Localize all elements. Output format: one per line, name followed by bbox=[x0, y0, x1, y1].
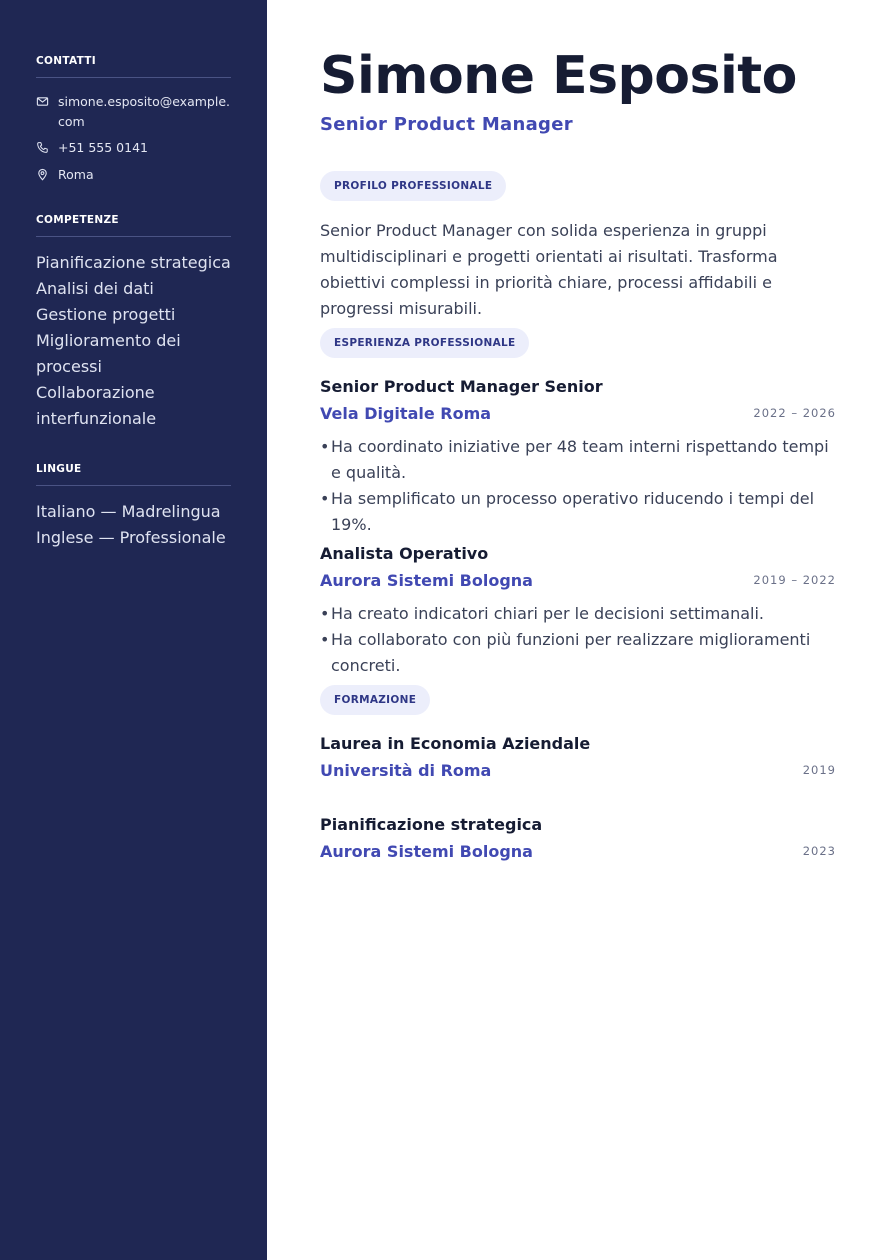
phone-icon bbox=[36, 141, 49, 154]
language-item: Inglese — Professionale bbox=[36, 528, 226, 547]
job-title: Analista Operativo bbox=[320, 544, 489, 563]
experience-bullet: • Ha collaborato con più funzioni per realizzare miglioramenti concreti. bbox=[320, 627, 836, 679]
person-role: Senior Product Manager bbox=[320, 114, 573, 135]
experience-bullet: • Ha creato indicatori chiari per le decisioni settimanali. bbox=[320, 601, 836, 627]
experience-bullet: • Ha semplificato un processo operativo riducendo i tempi del 19%. bbox=[320, 486, 836, 538]
job-title: Senior Product Manager Senior bbox=[320, 377, 603, 396]
contact-email[interactable] bbox=[36, 92, 231, 132]
experience-entry bbox=[320, 376, 836, 538]
experience-heading-pill: ESPERIENZA PROFESSIONALE bbox=[320, 328, 529, 358]
institution-name: Aurora Sistemi Bologna bbox=[320, 842, 533, 861]
degree-title: Laurea in Economia Aziendale bbox=[320, 734, 591, 753]
experience-bullet: • Ha coordinato iniziative per 48 team interni rispettando tempi e qualità. bbox=[320, 434, 836, 486]
education-year: 2019 bbox=[802, 763, 836, 777]
profile-summary: Senior Product Manager con solida esperienza in gruppi multidisciplinari e progetti orientati ai risultati. Trasforma obiettivi complessi in priorità chiare, processi affidabili e progressi misurabili. bbox=[320, 221, 778, 318]
skill-item: Pianificazione strategica bbox=[36, 253, 231, 272]
education-entry bbox=[320, 733, 836, 785]
languages-section bbox=[36, 463, 231, 551]
skill-item: Gestione progetti bbox=[36, 305, 176, 324]
job-dates: 2019 – 2022 bbox=[753, 573, 836, 587]
degree-title: Pianificazione strategica bbox=[320, 815, 543, 834]
skill-item: Collaborazione interfunzionale bbox=[36, 383, 157, 428]
profile-heading-pill: PROFILO PROFESSIONALE bbox=[320, 171, 506, 201]
person-name: Simone Esposito bbox=[320, 46, 797, 106]
institution-name: Università di Roma bbox=[320, 761, 492, 780]
sidebar bbox=[0, 0, 267, 1260]
mail-icon bbox=[36, 95, 49, 108]
languages-heading: LINGUE bbox=[36, 463, 231, 486]
contacts-heading: CONTATTI bbox=[36, 55, 231, 78]
education-entry bbox=[320, 814, 836, 866]
email-text: simone.esposito@example.com bbox=[58, 94, 230, 129]
skills-heading: COMPETENZE bbox=[36, 214, 231, 237]
location-text: Roma bbox=[58, 167, 94, 182]
language-item: Italiano — Madrelingua bbox=[36, 502, 221, 521]
skill-item: Analisi dei dati bbox=[36, 279, 154, 298]
skill-item: Miglioramento dei processi bbox=[36, 331, 181, 376]
location-pin-icon bbox=[36, 168, 49, 181]
contact-location bbox=[36, 165, 231, 185]
job-dates: 2022 – 2026 bbox=[753, 406, 836, 420]
contacts-section bbox=[36, 55, 231, 185]
company-name: Vela Digitale Roma bbox=[320, 404, 492, 423]
experience-entry bbox=[320, 543, 836, 679]
skills-section bbox=[36, 214, 231, 432]
education-heading-pill: FORMAZIONE bbox=[320, 685, 430, 715]
phone-text: +51 555 0141 bbox=[58, 140, 148, 155]
education-year: 2023 bbox=[802, 844, 836, 858]
contact-phone[interactable] bbox=[36, 138, 231, 158]
company-name: Aurora Sistemi Bologna bbox=[320, 571, 533, 590]
